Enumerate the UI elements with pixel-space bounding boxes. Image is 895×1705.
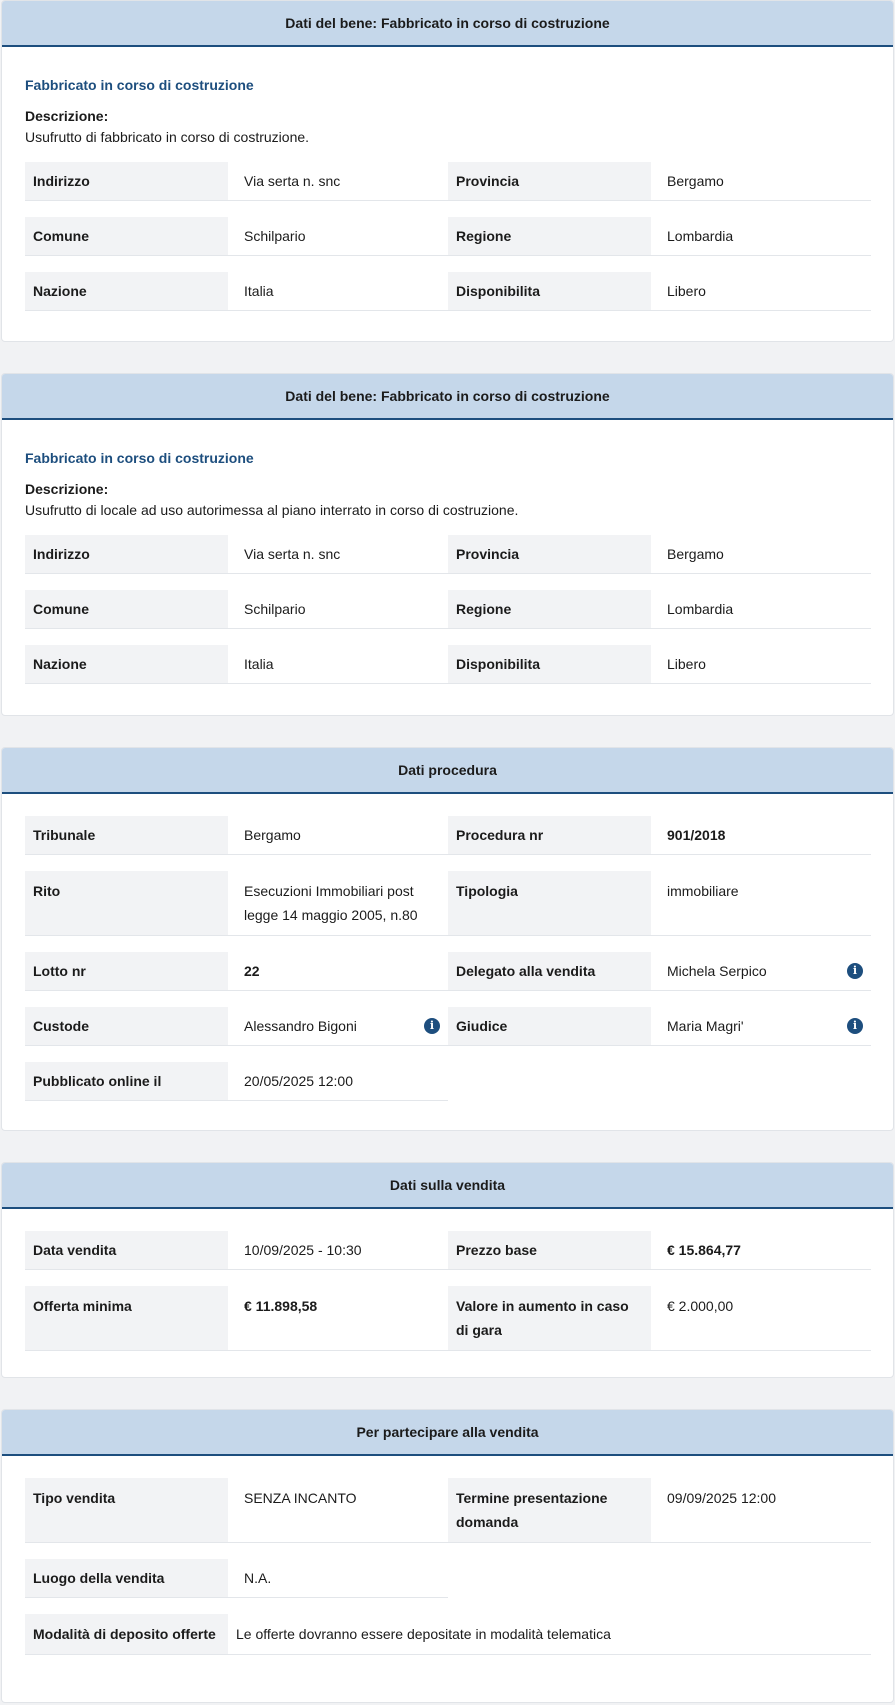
modalita-label: Modalità di deposito offerte [25,1614,228,1655]
delegato-cell [651,952,871,991]
delegato-label: Delegato alla vendita [448,952,651,991]
card-header: Dati procedura [2,748,893,794]
tipologia-label: Tipologia [448,871,651,936]
indirizzo-value: Via serta n. snc [228,535,448,574]
custode-cell [228,1007,448,1046]
comune-value: Schilpario [228,590,448,629]
card-header: Dati sulla vendita [2,1163,893,1209]
procedura-grid [25,816,870,1101]
info-icon[interactable]: i [847,963,863,979]
description-label: Descrizione: [25,481,109,497]
card-header: Per partecipare alla vendita [2,1410,893,1456]
giudice-label: Giudice [448,1007,651,1046]
tribunale-label: Tribunale [25,816,228,855]
luogo-value: N.A. [228,1559,448,1598]
comune-value: Schilpario [228,217,448,256]
info-icon[interactable]: i [424,1018,440,1034]
description-text: Usufrutto di fabbricato in corso di costruzione. [25,129,310,145]
offerta-minima-value: € 11.898,58 [228,1286,448,1351]
procedura-nr-label: Procedura nr [448,816,651,855]
termine-label: Termine presentazione domanda [448,1478,651,1543]
vendita-grid [25,1231,870,1351]
pubblicato-value: 20/05/2025 12:00 [228,1062,448,1101]
description-label: Descrizione: [25,108,109,124]
data-vendita-value: 10/09/2025 - 10:30 [228,1231,448,1270]
tipologia-value: immobiliare [651,871,871,936]
bene-card-2 [1,373,894,716]
data-vendita-label: Data vendita [25,1231,228,1270]
nazione-label: Nazione [25,272,228,311]
tipo-vendita-value: SENZA INCANTO [228,1478,448,1543]
modalita-value: Le offerte dovranno essere depositate in modalità telematica [228,1614,871,1655]
comune-label: Comune [25,217,228,256]
indirizzo-label: Indirizzo [25,162,228,201]
nazione-value: Italia [228,272,448,311]
regione-value: Lombardia [651,217,871,256]
card-header: Dati del bene: Fabbricato in corso di costruzione [2,374,893,420]
prezzo-base-label: Prezzo base [448,1231,651,1270]
description-text: Usufrutto di locale ad uso autorimessa al piano interrato in corso di costruzione. [25,502,519,518]
provincia-value: Bergamo [651,535,871,574]
regione-label: Regione [448,590,651,629]
prezzo-base-value: € 15.864,77 [651,1231,871,1270]
lotto-label: Lotto nr [25,952,228,991]
card-header: Dati del bene: Fabbricato in corso di costruzione [2,1,893,47]
rito-value: Esecuzioni Immobiliari post legge 14 maggio 2005, n.80 [228,871,448,936]
bene-title: Fabbricato in corso di costruzione [25,77,254,93]
custode-value: Alessandro Bigoni [244,1018,357,1034]
provincia-value: Bergamo [651,162,871,201]
nazione-label: Nazione [25,645,228,684]
rito-label: Rito [25,871,228,936]
provincia-label: Provincia [448,162,651,201]
disponibilita-label: Disponibilita [448,272,651,311]
bene-card-1 [1,0,894,342]
indirizzo-value: Via serta n. snc [228,162,448,201]
giudice-cell [651,1007,871,1046]
aumento-value: € 2.000,00 [651,1286,871,1351]
nazione-value: Italia [228,645,448,684]
info-icon[interactable]: i [847,1018,863,1034]
giudice-value: Maria Magri' [667,1018,744,1034]
delegato-value: Michela Serpico [667,963,767,979]
tribunale-value: Bergamo [228,816,448,855]
tipo-vendita-label: Tipo vendita [25,1478,228,1543]
provincia-label: Provincia [448,535,651,574]
regione-value: Lombardia [651,590,871,629]
procedura-card [1,747,894,1131]
disponibilita-value: Libero [651,645,871,684]
disponibilita-value: Libero [651,272,871,311]
bene-details-grid [25,162,870,311]
pubblicato-label: Pubblicato online il [25,1062,228,1101]
aumento-label: Valore in aumento in caso di gara [448,1286,651,1351]
partecipare-card [1,1409,894,1703]
lotto-value: 22 [228,952,448,991]
regione-label: Regione [448,217,651,256]
procedura-nr-value: 901/2018 [651,816,871,855]
offerta-minima-label: Offerta minima [25,1286,228,1351]
vendita-card [1,1162,894,1378]
partecipare-grid [25,1478,870,1655]
bene-details-grid [25,535,870,684]
custode-label: Custode [25,1007,228,1046]
disponibilita-label: Disponibilita [448,645,651,684]
luogo-label: Luogo della vendita [25,1559,228,1598]
indirizzo-label: Indirizzo [25,535,228,574]
bene-title: Fabbricato in corso di costruzione [25,450,254,466]
comune-label: Comune [25,590,228,629]
termine-value: 09/09/2025 12:00 [651,1478,871,1543]
